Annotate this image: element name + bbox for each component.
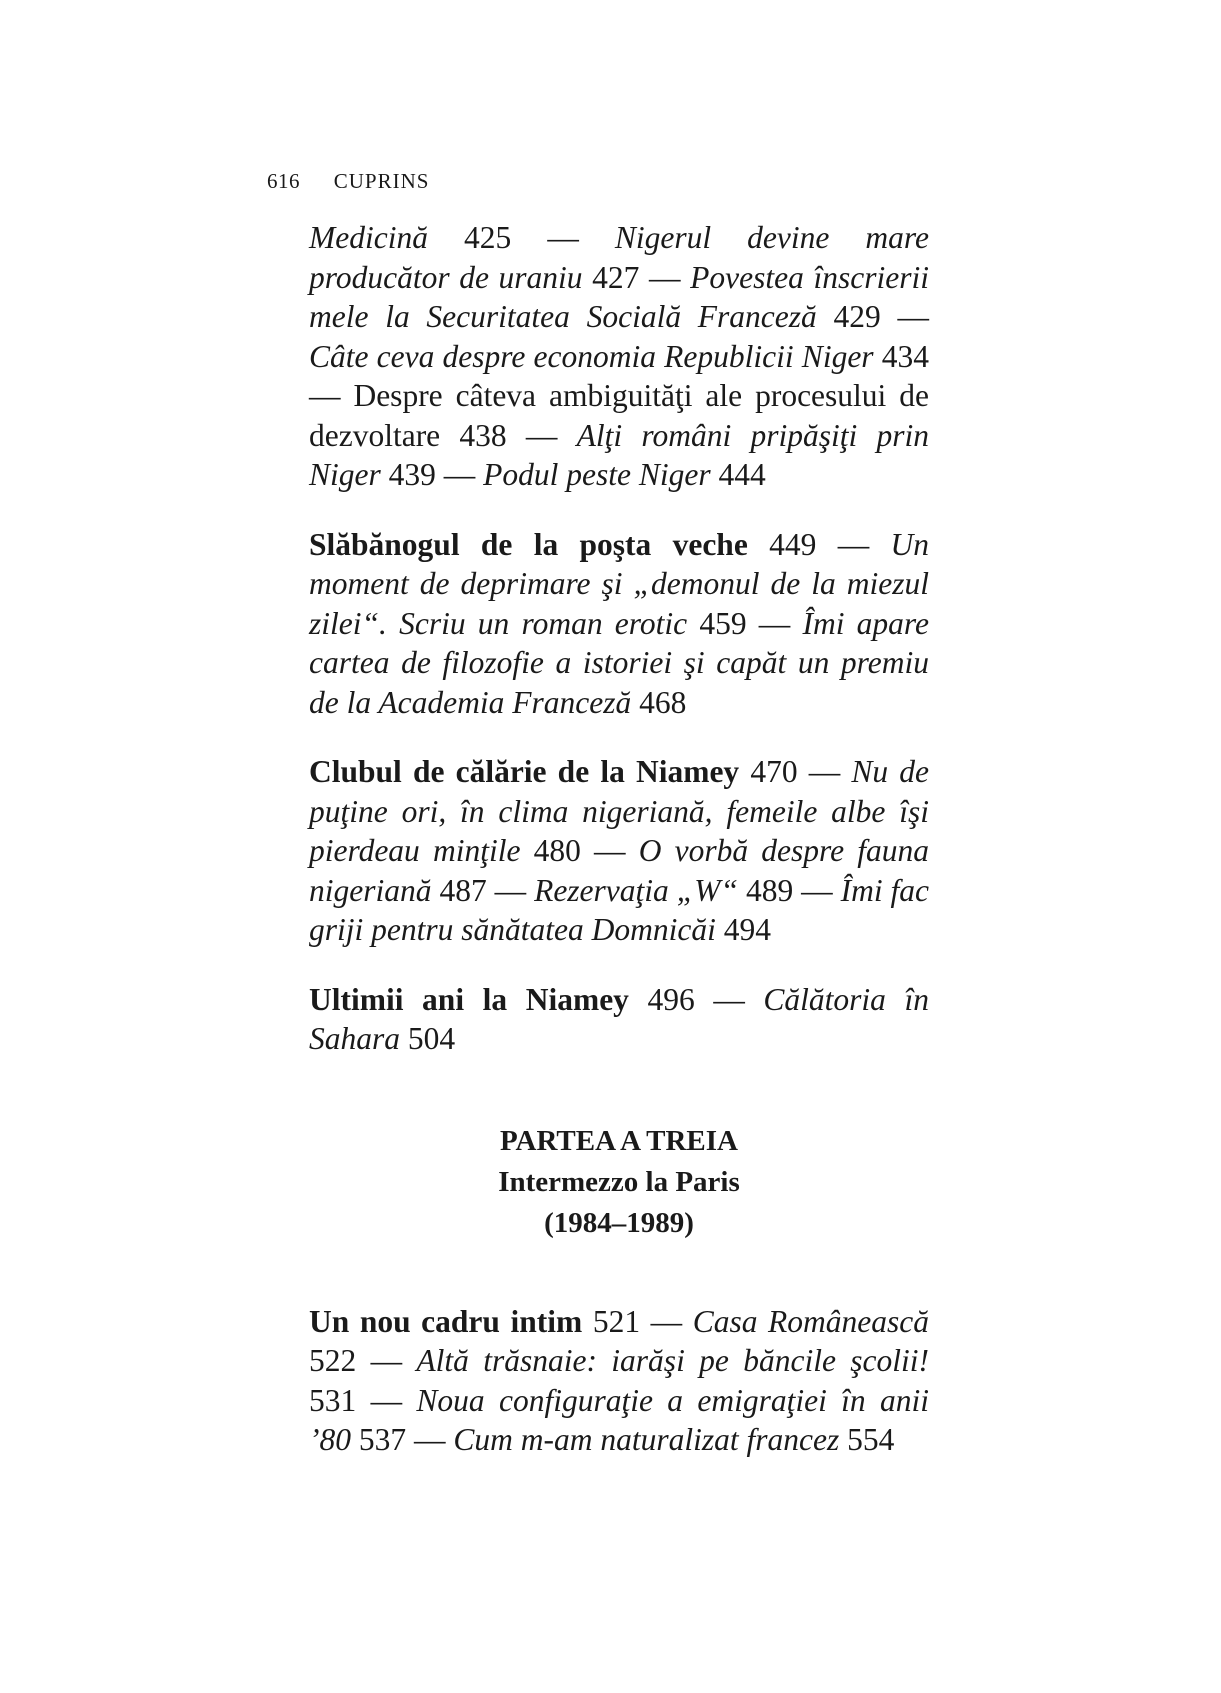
section-title: Casa Românească <box>692 1303 930 1339</box>
section-title: Noua configuraţie a emigraţiei în anii ’80 <box>309 1382 929 1457</box>
section-title: Altă trăsnaie: iarăşi pe băncile şcolii! <box>416 1343 929 1378</box>
part-heading <box>309 1121 929 1244</box>
toc-entry <box>309 1302 929 1460</box>
page-reference: 537 — <box>351 1422 454 1457</box>
section-title: Nigerul devine mare producător de uraniu <box>309 220 929 295</box>
page-reference: 449 — <box>747 526 891 562</box>
running-head <box>267 169 429 194</box>
page-reference: 531 — <box>309 1382 417 1418</box>
page-reference: 494 <box>715 912 771 947</box>
page-reference: 427 — <box>582 259 691 295</box>
section-title: Îmi apare cartea de filozofie a istoriei şi capăt un premiu de la Academia Franceză <box>309 605 930 720</box>
part-years: (1984–1989) <box>544 1206 694 1239</box>
section-title: Un moment de deprimare şi „demonul de la miezul zilei“. Scriu un roman erotic <box>309 526 929 641</box>
page-reference: 496 — <box>628 981 764 1017</box>
section-title: Podul peste Niger <box>483 457 711 492</box>
page-reference: 468 <box>631 684 687 720</box>
section-title: Călătoria în Sahara <box>309 981 930 1056</box>
section-title: Povestea înscrierii mele la Securitatea Socială Franceză <box>309 259 929 334</box>
toc-entry <box>309 218 929 495</box>
section-title: Nu de puţine ori, în clima nigeriană, femeile albe îşi pierdeau minţile <box>309 754 929 868</box>
page-reference: 480 — <box>520 833 639 868</box>
toc-entry <box>309 525 929 723</box>
section-title: Rezervaţia „W“ <box>534 872 739 908</box>
section-title: Cum m-am naturalizat francez <box>453 1422 840 1457</box>
section-title: Alţi români pripăşiţi prin Niger <box>309 417 930 492</box>
section-title: O vorbă despre fauna nigeriană <box>309 833 929 908</box>
page-reference: 439 — <box>380 457 484 492</box>
page-reference: 434 — Despre câteva ambiguităţi ale procesului de dezvoltare 438 — <box>309 338 929 453</box>
page-reference: 444 <box>710 457 766 492</box>
table-of-contents <box>309 218 929 1460</box>
chapter-title: Ultimii ani la Niamey <box>309 981 629 1017</box>
chapter-title: Slăbănogul de la poşta veche <box>309 526 748 562</box>
page-reference: 504 <box>400 1021 456 1056</box>
toc-entry <box>309 980 929 1059</box>
toc-entries-part-three <box>309 1302 929 1460</box>
toc-entry <box>309 752 929 950</box>
page-reference: 489 — <box>738 872 841 908</box>
page-number: 616 <box>267 169 300 193</box>
page-reference: 487 — <box>431 872 535 908</box>
chapter-title: Clubul de călărie de la Niamey <box>309 754 740 789</box>
page-reference: 522 — <box>309 1343 417 1378</box>
part-label: PARTEA A TREIA <box>499 1124 739 1157</box>
chapter-title: Un nou cadru intim <box>309 1303 583 1339</box>
section-title: Câte ceva despre economia Republicii Niger <box>309 338 874 374</box>
section-title: Medicină <box>309 220 428 255</box>
page-reference: 425 — <box>427 220 615 255</box>
section-title: Îmi fac griji pentru sănătatea Domnicăi <box>309 872 930 947</box>
part-title: Intermezzo la Paris <box>498 1165 740 1198</box>
page-reference: 459 — <box>687 605 803 641</box>
page-reference: 429 — <box>816 299 929 334</box>
page-reference: 554 <box>839 1422 895 1457</box>
page-reference: 521 — <box>582 1303 693 1339</box>
running-title: CUPRINS <box>333 169 430 193</box>
page-reference: 470 — <box>739 754 852 789</box>
toc-entries-part-two <box>309 218 929 1059</box>
